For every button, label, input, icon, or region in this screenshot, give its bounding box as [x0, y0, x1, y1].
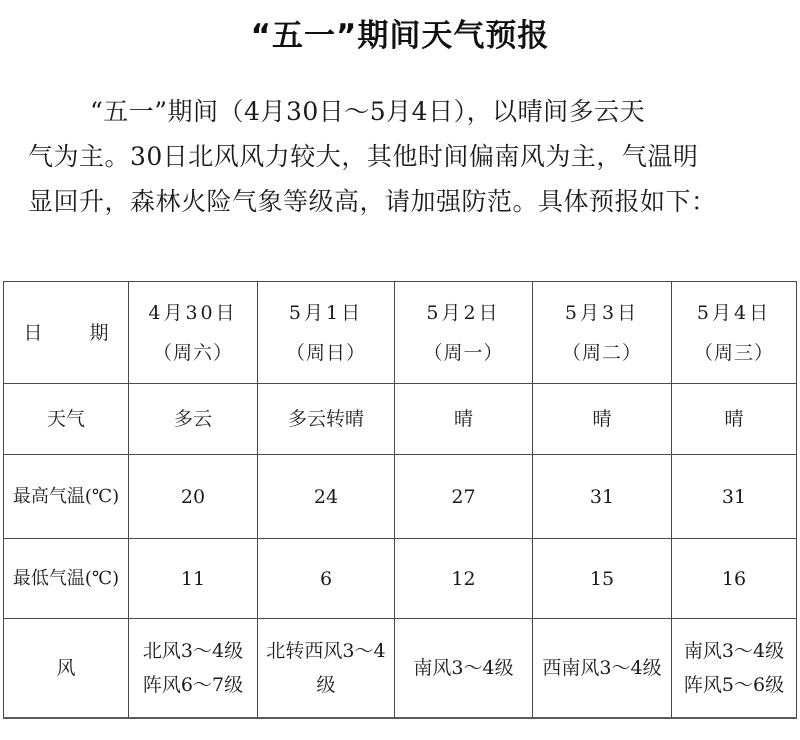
row-label-weather: 天气	[4, 384, 129, 455]
high-temp-cell-4: 31	[533, 455, 672, 539]
wind-cell-3	[395, 619, 533, 719]
wind-text-3a: 南风3～4级	[413, 657, 514, 679]
low-temp-cell-3: 12	[395, 539, 533, 619]
low-temp-cell-2: 6	[258, 539, 395, 619]
weekday-text-3: （周一）	[423, 341, 504, 364]
table-row-low-temp	[4, 539, 797, 619]
table-row-high-temp	[4, 455, 797, 539]
weekday-text-1: （周六）	[152, 341, 233, 364]
wind-text-2a: 北转西风3～4级	[266, 640, 386, 696]
high-temp-cell-1: 20	[129, 455, 258, 539]
low-temp-cell-5: 16	[672, 539, 797, 619]
table-row-date	[4, 282, 797, 384]
high-temp-cell-3: 27	[395, 455, 533, 539]
wind-cell-4	[533, 619, 672, 719]
row-label-wind: 风	[4, 619, 129, 719]
wind-text-5b: 阵风5～6级	[683, 674, 785, 696]
date-cell-2	[258, 282, 395, 384]
weather-cell-2: 多云转晴	[258, 384, 395, 455]
row-label-low-temp-text: 最低气温(℃)	[12, 568, 120, 589]
high-temp-cell-5: 31	[672, 455, 797, 539]
forecast-paragraph	[0, 55, 800, 224]
wind-text-1b: 阵风6～7级	[142, 674, 244, 696]
row-label-low-temp	[4, 539, 129, 619]
wind-cell-2	[258, 619, 395, 719]
wind-cell-5	[672, 619, 797, 719]
table-row-wind	[4, 619, 797, 719]
row-label-high-temp	[4, 455, 129, 539]
page-title: “五一”期间天气预报	[250, 18, 550, 54]
forecast-table-container	[3, 281, 796, 719]
date-cell-5	[672, 282, 797, 384]
high-temp-cell-2: 24	[258, 455, 395, 539]
low-temp-cell-1: 11	[129, 539, 258, 619]
date-text-5: 5月4日	[696, 301, 772, 324]
date-cell-4	[533, 282, 672, 384]
date-cell-3	[395, 282, 533, 384]
date-text-1: 4月30日	[148, 301, 238, 324]
paragraph-line-1: “五一”期间（4月30日～5月4日），以晴间多云天	[90, 97, 646, 127]
row-label-date	[4, 282, 129, 384]
weekday-text-5: （周三）	[693, 341, 774, 364]
weather-cell-1: 多云	[129, 384, 258, 455]
low-temp-cell-4: 15	[533, 539, 672, 619]
table-row-weather	[4, 384, 797, 455]
weekday-text-2: （周日）	[285, 341, 366, 364]
date-text-3: 5月2日	[426, 301, 501, 324]
wind-cell-1	[129, 619, 258, 719]
wind-text-1a: 北风3～4级	[142, 640, 244, 662]
wind-text-4a: 西南风3～4级	[542, 657, 662, 679]
weather-cell-3: 晴	[395, 384, 533, 455]
date-text-4: 5月3日	[564, 301, 640, 324]
paragraph-line-3: 显回升，森林火险气象等级高，请加强防范。具体预报如下：	[28, 187, 717, 217]
weather-cell-5: 晴	[672, 384, 797, 455]
weekday-text-4: （周二）	[561, 341, 642, 364]
forecast-table	[3, 281, 797, 719]
wind-text-5a: 南风3～4级	[683, 640, 785, 662]
date-text-2: 5月1日	[288, 301, 364, 324]
date-cell-1	[129, 282, 258, 384]
row-label-date-text: 日 期	[23, 321, 123, 344]
weather-cell-4: 晴	[533, 384, 672, 455]
paragraph-line-2: 气为主。30日北风风力较大，其他时间偏南风为主，气温明	[28, 142, 699, 172]
row-label-high-temp-text: 最高气温(℃)	[12, 486, 120, 507]
